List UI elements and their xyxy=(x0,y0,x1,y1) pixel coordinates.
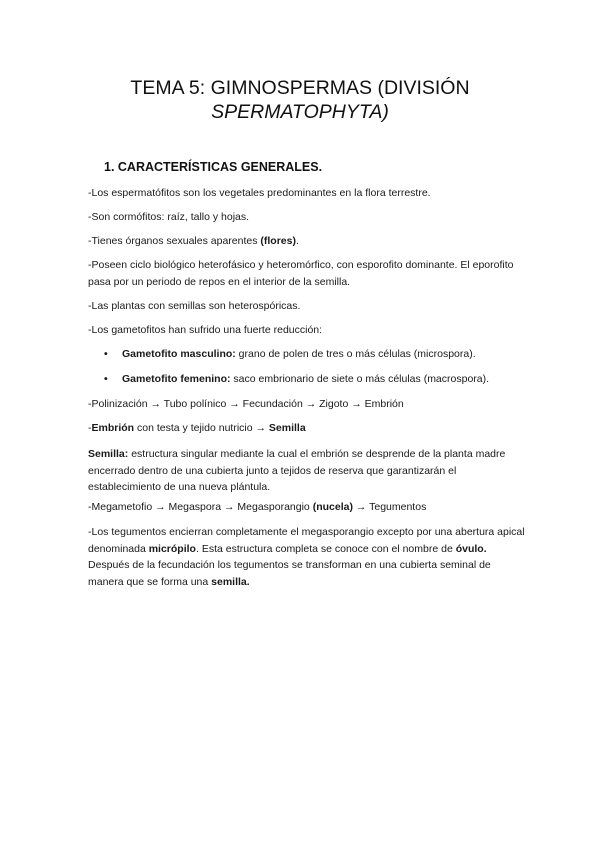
paragraph-11-part-a: -Los tegumentos encierran completamente el megasporangio excepto por una abertura apical denominada xyxy=(88,526,525,555)
paragraph-10-text: -Megametofio → Megaspora → Megasporangio xyxy=(88,501,313,513)
paragraph-4: -Poseen ciclo biológico heterofásico y heteromórfico, con esporofito dominante. El eporofito pasa por un periodo de repos en el interior de la semilla. xyxy=(88,259,514,288)
paragraph-2: -Son cormófitos: raíz, tallo y hojas. xyxy=(88,211,250,223)
paragraph-11-bold-micropilo: micrópilo xyxy=(148,542,196,555)
paragraph-9-text: estructura singular mediante la cual el embrión se desprende de la planta madre encerrado dentro de una cubierta junto a tejidos de reserva que garantizarán el establecimiento de una nueva plántula. xyxy=(88,448,506,493)
paragraph-10 xyxy=(88,499,528,516)
paragraph-11-part-c: . Esta estructura completa se conoce con el nombre de xyxy=(195,542,456,555)
paragraph-10-bold: (nucela) xyxy=(312,501,353,513)
paragraph-3-bold: (flores) xyxy=(260,235,296,247)
section-heading: 1. CARACTERÍSTICAS GENERALES. xyxy=(104,160,323,174)
bullet-description: grano de polen de tres o más células (microspora). xyxy=(235,348,476,360)
paragraph-3 xyxy=(88,233,528,250)
bullet-description: saco embrionario de siete o más células (macrospora). xyxy=(230,373,490,385)
title-line-2: SPERMATOPHYTA) xyxy=(211,101,389,123)
paragraph-8 xyxy=(88,420,528,437)
bullet-text xyxy=(122,346,476,363)
paragraph-8-bold-2: Semilla xyxy=(268,422,306,434)
paragraph-10-end: → Tegumentos xyxy=(352,501,427,513)
bullet-text xyxy=(122,371,489,388)
paragraph-8-bold-1: Embrión xyxy=(91,422,135,434)
paragraph-3-end: . xyxy=(295,235,299,247)
paragraph-11-bold-ovulo: óvulo. xyxy=(455,542,487,555)
paragraph-8-text: con testa y tejido nutricio → xyxy=(134,422,269,434)
bullet-term: Gametofito masculino: xyxy=(122,348,236,360)
bullet-term: Gametofito femenino: xyxy=(122,373,231,385)
paragraph-11-bold-semilla: semilla. xyxy=(211,575,250,588)
paragraph-1: -Los espermatófitos son los vegetales predominantes en la flora terrestre. xyxy=(88,187,431,199)
paragraph-11-part-e: Después de la fecundación los tegumentos se transforman en una cubierta seminal de manera que se forma una xyxy=(88,559,491,588)
paragraph-3-text: -Tienes órganos sexuales aparentes xyxy=(88,235,261,247)
bullet-glyph: • xyxy=(104,348,108,360)
paragraph-7: -Polinización → Tubo polínico → Fecundación → Zigoto → Embrión xyxy=(88,398,404,410)
paragraph-9-term: Semilla: xyxy=(88,448,129,460)
bullet-glyph: • xyxy=(104,373,108,385)
paragraph-11 xyxy=(88,524,528,590)
paragraph-9 xyxy=(88,446,528,496)
paragraph-5: -Las plantas con semillas son heterospóricas. xyxy=(88,300,301,312)
paragraph-6: -Los gametofitos han sufrido una fuerte reducción: xyxy=(88,324,323,336)
page-title xyxy=(0,76,600,124)
title-line-1: TEMA 5: GIMNOSPERMAS (DIVISIÓN xyxy=(130,77,470,99)
paragraph-8-dash: - xyxy=(88,422,92,434)
